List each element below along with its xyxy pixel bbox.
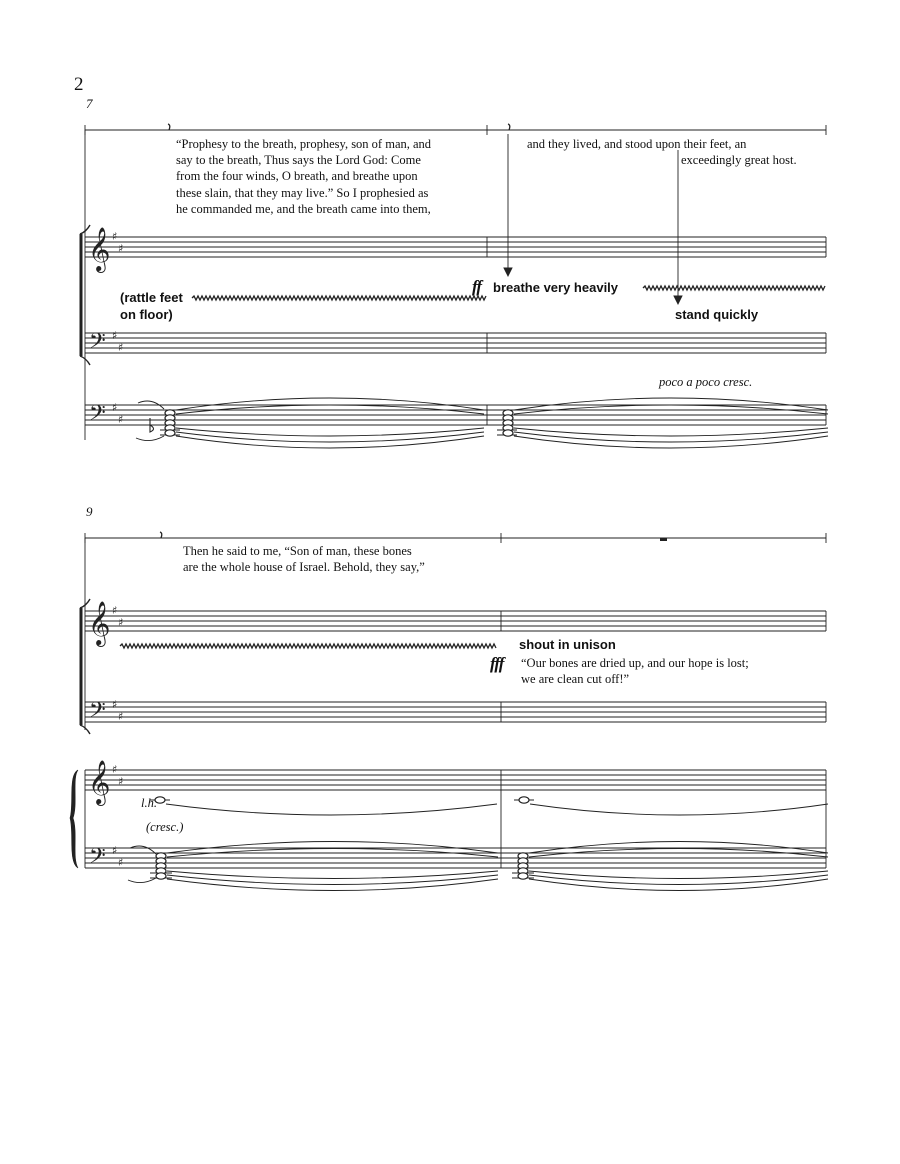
narration-text: “Prophesy to the breath, prophesy, son of man, and say to the breath, Thus says the Lord God: Come from the four winds, O breath, and breathe upon these slain, that they may live.” So I prophesied as he commanded me, and the breath came into them,	[176, 137, 432, 216]
action-breathe: breathe very heavily	[493, 280, 619, 295]
dynamic-fff: fff	[490, 654, 504, 673]
cue-arrow-stand	[674, 150, 682, 304]
svg-text:♯: ♯	[112, 230, 118, 243]
cresc-marking: (cresc.)	[146, 820, 184, 834]
bass-clef-icon: 𝄢	[89, 329, 106, 359]
svg-text:♯: ♯	[112, 604, 118, 617]
svg-text:♯: ♯	[112, 763, 118, 776]
action-shout: shout in unison	[519, 637, 616, 652]
cue-arrow-breathe	[504, 134, 512, 276]
piano-cluster-1	[136, 398, 828, 448]
svg-text:♯: ♯	[118, 341, 124, 354]
page-number: 2	[74, 74, 84, 95]
bass-clef-icon: 𝄢	[89, 844, 106, 874]
bass-clef-icon: 𝄢	[89, 698, 106, 728]
piano-treble-staff-2	[85, 770, 826, 790]
bass-staff-2	[85, 702, 826, 722]
choir-bracket-1	[80, 130, 90, 440]
piano-brace	[70, 770, 78, 868]
left-hand-marking: l.h.	[141, 796, 157, 810]
narration-text: exceedingly great host.	[681, 153, 797, 167]
quote-text: “Our bones are dried up, and our hope is lost; we are clean cut off!”	[521, 656, 749, 687]
treble-clef-icon: 𝄞	[88, 601, 111, 645]
svg-text:♯: ♯	[118, 616, 124, 629]
measure-number: 9	[86, 504, 93, 519]
svg-text:♯: ♯	[112, 401, 118, 414]
svg-text:♯: ♯	[112, 329, 118, 342]
key-signature-sharps	[112, 230, 123, 869]
svg-text:♯: ♯	[118, 413, 124, 426]
clefs-and-keys	[88, 227, 123, 874]
narration-text: Then he said to me, “Son of man, these bones are the whole house of Israel. Behold, they say,”	[183, 544, 425, 575]
bass-clef-icon: 𝄢	[89, 401, 106, 431]
piano-cluster-2	[128, 842, 828, 891]
action-rattle-feet: (rattle feet on floor)	[120, 290, 183, 322]
bass-staff-1	[85, 333, 826, 353]
dynamic-ff: ff	[472, 277, 482, 296]
svg-text:♯: ♯	[118, 775, 124, 788]
svg-text:♯: ♯	[112, 698, 118, 711]
piano-treble-notes-2	[150, 797, 828, 815]
zigzag-system-2	[120, 644, 496, 648]
expression-marking: poco a poco cresc.	[659, 375, 753, 389]
zigzag-breathe	[643, 286, 825, 290]
treble-clef-icon: 𝄞	[88, 227, 111, 271]
narration-line-1	[85, 125, 826, 135]
narration-line-2	[85, 533, 826, 543]
svg-text:♯: ♯	[118, 242, 124, 255]
narration-text: and they lived, and stood upon their feet, an	[527, 137, 747, 151]
treble-staff-2	[85, 611, 826, 631]
treble-clef-icon: 𝄞	[88, 760, 111, 804]
treble-staff-1	[85, 237, 826, 257]
svg-text:♯: ♯	[112, 844, 118, 857]
svg-text:♯: ♯	[118, 856, 124, 869]
action-stand: stand quickly	[675, 307, 759, 322]
measure-number: 7	[86, 96, 93, 111]
svg-text:♯: ♯	[118, 710, 124, 723]
zigzag-rattle	[192, 296, 486, 300]
